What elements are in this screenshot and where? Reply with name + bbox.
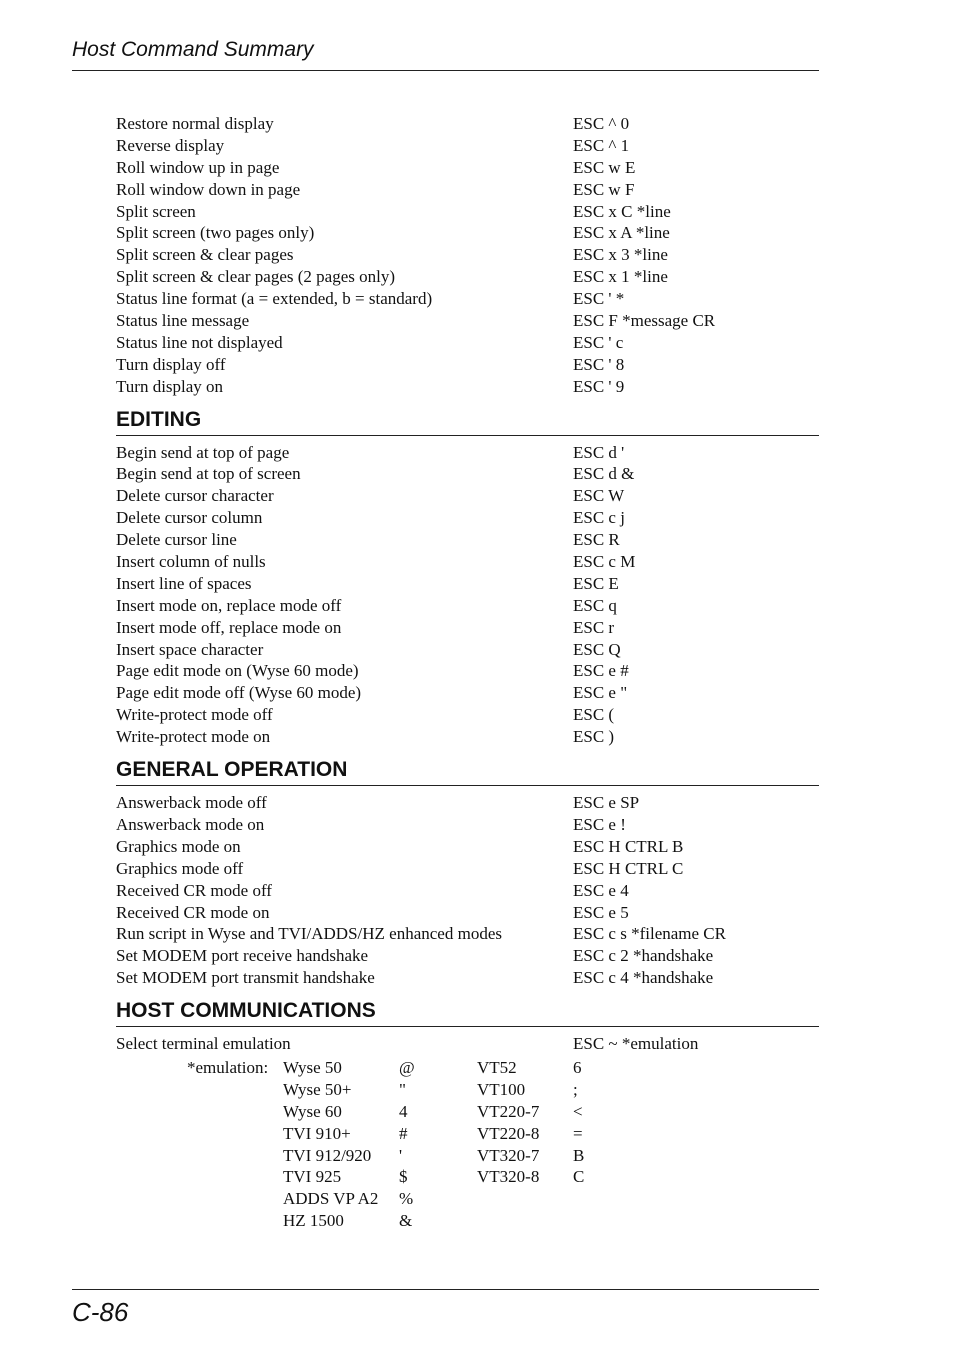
editing-commands-table bbox=[116, 442, 819, 748]
escape-sequence: ESC e # bbox=[573, 661, 629, 681]
command-description: Turn display off bbox=[116, 354, 226, 374]
command-description: Delete cursor character bbox=[116, 486, 274, 506]
command-row bbox=[116, 726, 819, 748]
command-description: Run script in Wyse and TVI/ADDS/HZ enhanced modes bbox=[116, 924, 502, 944]
command-description: Reverse display bbox=[116, 135, 225, 155]
footer-rule bbox=[72, 1289, 819, 1290]
command-row bbox=[116, 179, 819, 201]
emulation-names-left bbox=[283, 1057, 378, 1232]
emulation-name: VT320-7 bbox=[477, 1145, 540, 1165]
emulation-name: TVI 910+ bbox=[283, 1123, 351, 1143]
escape-sequence: ESC R bbox=[573, 530, 620, 550]
command-row bbox=[116, 507, 819, 529]
command-description: Turn display on bbox=[116, 376, 224, 396]
command-description: Select terminal emulation bbox=[116, 1034, 291, 1054]
command-description: Split screen & clear pages (2 pages only) bbox=[116, 267, 395, 287]
command-description: Status line message bbox=[116, 311, 250, 331]
command-description: Restore normal display bbox=[116, 114, 274, 133]
escape-sequence: ESC E bbox=[573, 573, 619, 593]
header-rule bbox=[72, 70, 819, 71]
command-row bbox=[116, 113, 819, 135]
escape-sequence: ESC x 1 *line bbox=[573, 267, 668, 287]
command-description: Roll window down in page bbox=[116, 179, 301, 199]
command-row bbox=[116, 858, 819, 880]
command-description: Begin send at top of page bbox=[116, 442, 290, 462]
emulation-code: @ bbox=[399, 1057, 415, 1077]
command-description: Set MODEM port transmit handshake bbox=[116, 968, 375, 988]
command-description: Received CR mode off bbox=[116, 880, 272, 900]
command-description: Split screen & clear pages bbox=[116, 245, 294, 265]
command-description: Status line format (a = extended, b = standard) bbox=[116, 289, 433, 309]
command-row bbox=[116, 157, 819, 179]
emulation-name: ADDS VP A2 bbox=[283, 1189, 379, 1209]
general-commands-table bbox=[116, 792, 819, 989]
emulation-name: Wyse 50 bbox=[283, 1057, 342, 1077]
emulation-name: TVI 925 bbox=[283, 1167, 342, 1187]
command-description: Insert mode off, replace mode on bbox=[116, 617, 342, 637]
command-row bbox=[116, 288, 819, 310]
escape-sequence: ESC ~ *emulation bbox=[573, 1034, 699, 1054]
escape-sequence: ESC ( bbox=[573, 705, 615, 725]
escape-sequence: ESC ' 9 bbox=[573, 376, 625, 396]
emulation-code: 6 bbox=[573, 1057, 582, 1077]
command-row bbox=[116, 135, 819, 157]
command-description: Roll window up in page bbox=[116, 157, 280, 177]
command-row bbox=[116, 266, 819, 288]
escape-sequence: ESC w E bbox=[573, 157, 636, 177]
emulation-name: HZ 1500 bbox=[283, 1211, 344, 1231]
command-row bbox=[116, 945, 819, 967]
emulation-name: VT320-8 bbox=[477, 1167, 540, 1187]
general-operation-heading: GENERAL OPERATION bbox=[116, 757, 819, 786]
command-description: Split screen bbox=[116, 201, 196, 221]
command-row bbox=[116, 442, 819, 464]
escape-sequence: ESC Q bbox=[573, 639, 621, 659]
escape-sequence: ESC x A *line bbox=[573, 223, 670, 243]
emulation-code: B bbox=[573, 1145, 585, 1165]
command-row bbox=[116, 967, 819, 989]
emulation-code: & bbox=[399, 1211, 413, 1231]
command-description: Received CR mode on bbox=[116, 902, 270, 922]
command-description: Graphics mode off bbox=[116, 858, 244, 878]
command-row bbox=[116, 244, 819, 266]
command-row bbox=[116, 836, 819, 858]
emulation-name: VT52 bbox=[477, 1057, 517, 1077]
emulation-code: C bbox=[573, 1167, 585, 1187]
command-row bbox=[116, 660, 819, 682]
emulation-name: VT220-8 bbox=[477, 1123, 540, 1143]
emulation-code: " bbox=[399, 1079, 406, 1099]
emulation-name: VT220-7 bbox=[477, 1101, 540, 1121]
escape-sequence: ESC w F bbox=[573, 179, 635, 199]
escape-sequence: ESC c j bbox=[573, 508, 625, 528]
escape-sequence: ESC e " bbox=[573, 683, 628, 703]
emulation-names-right bbox=[477, 1057, 539, 1188]
escape-sequence: ESC q bbox=[573, 595, 617, 615]
escape-sequence: ESC e 4 bbox=[573, 880, 629, 900]
command-row bbox=[116, 704, 819, 726]
command-row bbox=[116, 376, 819, 398]
emulation-codes-left bbox=[399, 1057, 415, 1232]
emulation-code: # bbox=[399, 1123, 408, 1143]
command-summary bbox=[116, 113, 819, 1233]
command-row bbox=[116, 551, 819, 573]
command-row bbox=[116, 354, 819, 376]
host-commands-table bbox=[116, 1033, 819, 1055]
command-row bbox=[116, 923, 819, 945]
escape-sequence: ESC W bbox=[573, 486, 625, 506]
escape-sequence: ESC c 2 *handshake bbox=[573, 946, 714, 966]
escape-sequence: ESC ' c bbox=[573, 332, 624, 352]
command-description: Insert space character bbox=[116, 639, 264, 659]
command-row bbox=[116, 682, 819, 704]
command-description: Split screen (two pages only) bbox=[116, 223, 315, 243]
command-row bbox=[116, 617, 819, 639]
emulation-code: % bbox=[399, 1189, 414, 1209]
escape-sequence: ESC x C *line bbox=[573, 201, 671, 221]
command-description: Begin send at top of screen bbox=[116, 464, 301, 484]
command-description: Insert column of nulls bbox=[116, 552, 266, 572]
emulation-label: *emulation: bbox=[187, 1057, 269, 1077]
command-row bbox=[116, 485, 819, 507]
escape-sequence: ESC d ' bbox=[573, 442, 625, 462]
command-description: Answerback mode off bbox=[116, 793, 267, 813]
escape-sequence: ESC c 4 *handshake bbox=[573, 968, 714, 988]
command-row bbox=[116, 332, 819, 354]
emulation-code: ' bbox=[399, 1145, 403, 1165]
escape-sequence: ESC e ! bbox=[573, 814, 626, 834]
emulation-code: $ bbox=[399, 1167, 408, 1187]
command-row bbox=[116, 222, 819, 244]
emulation-codes-table bbox=[116, 1057, 819, 1233]
escape-sequence: ESC x 3 *line bbox=[573, 245, 668, 265]
host-communications-heading: HOST COMMUNICATIONS bbox=[116, 998, 819, 1027]
escape-sequence: ESC ) bbox=[573, 727, 615, 747]
command-row bbox=[116, 902, 819, 924]
escape-sequence: ESC ' * bbox=[573, 289, 625, 309]
command-row bbox=[116, 880, 819, 902]
emulation-name: TVI 912/920 bbox=[283, 1145, 372, 1165]
display-commands-table bbox=[116, 113, 819, 398]
command-description: Page edit mode on (Wyse 60 mode) bbox=[116, 661, 359, 681]
escape-sequence: ESC c M bbox=[573, 552, 636, 572]
escape-sequence: ESC e 5 bbox=[573, 902, 629, 922]
command-description: Insert mode on, replace mode off bbox=[116, 595, 342, 615]
command-description: Write-protect mode off bbox=[116, 705, 273, 725]
emulation-name: VT100 bbox=[477, 1079, 526, 1099]
command-row bbox=[116, 639, 819, 661]
command-description: Delete cursor line bbox=[116, 530, 237, 550]
command-row bbox=[116, 310, 819, 332]
command-description: Status line not displayed bbox=[116, 332, 283, 352]
escape-sequence: ESC ^ 0 bbox=[573, 114, 630, 133]
command-description: Answerback mode on bbox=[116, 814, 265, 834]
emulation-code: = bbox=[573, 1123, 583, 1143]
command-row bbox=[116, 573, 819, 595]
page-number: C-86 bbox=[72, 1297, 129, 1327]
editing-heading: EDITING bbox=[116, 407, 819, 436]
command-row bbox=[116, 463, 819, 485]
emulation-code: ; bbox=[573, 1079, 578, 1099]
command-row bbox=[116, 595, 819, 617]
command-description: Insert line of spaces bbox=[116, 573, 252, 593]
command-description: Graphics mode on bbox=[116, 836, 241, 856]
escape-sequence: ESC c s *filename CR bbox=[573, 924, 726, 944]
escape-sequence: ESC H CTRL C bbox=[573, 858, 684, 878]
escape-sequence: ESC e SP bbox=[573, 793, 640, 813]
command-row bbox=[116, 792, 819, 814]
page-header-title: Host Command Summary bbox=[72, 38, 314, 61]
command-description: Delete cursor column bbox=[116, 508, 263, 528]
escape-sequence: ESC d & bbox=[573, 464, 635, 484]
emulation-name: Wyse 60 bbox=[283, 1101, 342, 1121]
emulation-code: < bbox=[573, 1101, 583, 1121]
escape-sequence: ESC F *message CR bbox=[573, 311, 716, 331]
command-row bbox=[116, 529, 819, 551]
command-row bbox=[116, 814, 819, 836]
command-description: Set MODEM port receive handshake bbox=[116, 946, 369, 966]
escape-sequence: ESC ' 8 bbox=[573, 354, 625, 374]
escape-sequence: ESC H CTRL B bbox=[573, 836, 684, 856]
command-row bbox=[116, 1033, 819, 1055]
emulation-name: Wyse 50+ bbox=[283, 1079, 352, 1099]
command-row bbox=[116, 201, 819, 223]
command-description: Page edit mode off (Wyse 60 mode) bbox=[116, 683, 362, 703]
command-description: Write-protect mode on bbox=[116, 727, 271, 747]
escape-sequence: ESC r bbox=[573, 617, 615, 637]
escape-sequence: ESC ^ 1 bbox=[573, 135, 630, 155]
emulation-code: 4 bbox=[399, 1101, 408, 1121]
emulation-codes-right bbox=[573, 1057, 584, 1188]
